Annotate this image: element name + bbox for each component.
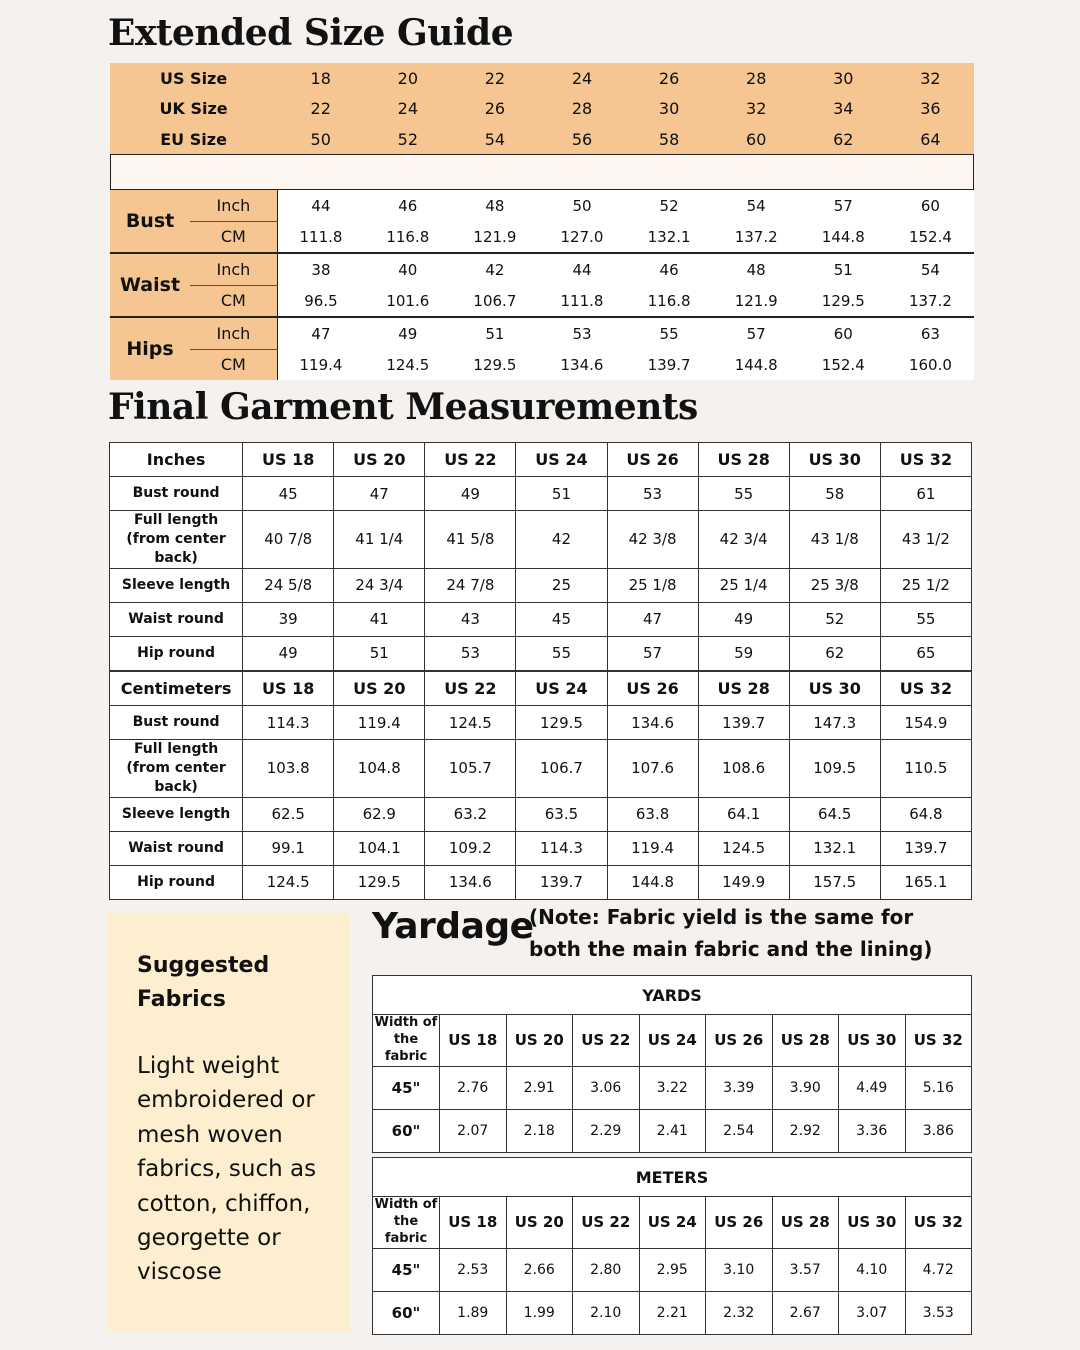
size-column-header: US 20 xyxy=(334,672,425,706)
measure-group-label: Hips xyxy=(110,317,190,380)
measurement-value: 42 3/8 xyxy=(607,511,698,569)
measurement-value: 110.5 xyxy=(880,740,971,798)
yardage-row xyxy=(373,1291,972,1334)
yardage-value: 2.76 xyxy=(440,1066,507,1109)
measurement-value: 61 xyxy=(880,477,971,511)
measurement-value: 63.8 xyxy=(607,797,698,831)
measurement-label: Sleeve length xyxy=(110,797,243,831)
measure-value: 54 xyxy=(713,190,800,221)
size-column-header: US 26 xyxy=(607,672,698,706)
measurement-value: 129.5 xyxy=(334,865,425,899)
garment-row xyxy=(110,511,972,569)
measurement-value: 132.1 xyxy=(789,831,880,865)
yardage-caption: METERS xyxy=(373,1158,972,1197)
eu-size-value: 58 xyxy=(658,129,680,149)
measurement-value: 63.2 xyxy=(425,797,516,831)
size-column-header: US 20 xyxy=(506,1015,573,1067)
measurement-value: 55 xyxy=(880,602,971,636)
size-column-header: US 18 xyxy=(440,1197,507,1249)
measurement-label: Waist round xyxy=(110,831,243,865)
unit-label-cm: CM xyxy=(190,285,277,317)
yardage-value: 2.29 xyxy=(573,1109,640,1152)
garment-centimeters-table xyxy=(109,671,972,900)
yardage-value: 2.92 xyxy=(772,1109,839,1152)
measurement-value: 47 xyxy=(334,477,425,511)
measure-value: 63 xyxy=(887,317,974,349)
size-header-table xyxy=(110,63,974,155)
measure-value: 132.1 xyxy=(626,221,713,253)
measurement-value: 49 xyxy=(425,477,516,511)
yardage-value: 3.53 xyxy=(905,1291,972,1334)
yardage-row xyxy=(373,1109,972,1152)
size-column-header: US 24 xyxy=(639,1015,706,1067)
yardage-value: 3.22 xyxy=(639,1066,706,1109)
uk-size-value: 36 xyxy=(920,99,941,119)
measure-value: 127.0 xyxy=(538,221,625,253)
eu-size-value: 54 xyxy=(484,129,506,149)
measurement-value: 106.7 xyxy=(516,740,607,798)
measure-value: 152.4 xyxy=(800,349,887,380)
measurement-value: 55 xyxy=(698,477,789,511)
measurement-value: 134.6 xyxy=(425,865,516,899)
yardage-value: 1.99 xyxy=(506,1291,573,1334)
measurement-value: 51 xyxy=(334,636,425,670)
measurement-value: 99.1 xyxy=(243,831,334,865)
measurement-value: 109.2 xyxy=(425,831,516,865)
measure-value: 49 xyxy=(364,317,451,349)
measurement-label: Full length (from center back) xyxy=(110,511,243,569)
unit-label-inch: Inch xyxy=(190,190,277,221)
size-column-header: US 32 xyxy=(880,672,971,706)
unit-label-cm: CM xyxy=(190,221,277,253)
measurement-value: 64.1 xyxy=(698,797,789,831)
measurement-value: 40 7/8 xyxy=(243,511,334,569)
yardage-row xyxy=(373,1066,972,1109)
yardage-header-row xyxy=(373,1015,972,1067)
measure-value: 96.5 xyxy=(277,285,364,317)
measurement-value: 134.6 xyxy=(607,706,698,740)
yardage-value: 2.66 xyxy=(506,1248,573,1291)
yardage-title: Yardage xyxy=(372,906,534,947)
uk-size-value: 22 xyxy=(310,99,331,119)
uk-size-row xyxy=(110,94,974,125)
unit-header: Inches xyxy=(110,443,243,477)
garment-row xyxy=(110,636,972,670)
garment-inches-table xyxy=(109,442,972,671)
measure-value: 137.2 xyxy=(713,221,800,253)
uk-size-value: 30 xyxy=(658,99,680,119)
measure-group-label: Bust xyxy=(110,190,190,253)
garment-header-row xyxy=(110,672,972,706)
measurement-value: 62 xyxy=(789,636,880,670)
yardage-value: 3.36 xyxy=(839,1109,906,1152)
eu-size-value: 50 xyxy=(310,129,331,149)
measurement-value: 104.8 xyxy=(334,740,425,798)
measurement-label: Full length (from center back) xyxy=(110,740,243,798)
measure-value: 52 xyxy=(626,190,713,221)
measurement-value: 55 xyxy=(516,636,607,670)
size-column-header: US 26 xyxy=(706,1197,773,1249)
size-column-header: US 32 xyxy=(880,443,971,477)
measurement-value: 45 xyxy=(516,602,607,636)
garment-row xyxy=(110,602,972,636)
size-column-header: US 22 xyxy=(425,672,516,706)
measurement-value: 154.9 xyxy=(880,706,971,740)
us-size-value: 26 xyxy=(658,68,680,88)
measurement-value: 41 xyxy=(334,602,425,636)
measure-value: 51 xyxy=(800,253,887,285)
yardage-meters-table xyxy=(372,1157,972,1335)
measurement-value: 25 1/4 xyxy=(698,568,789,602)
uk-size-value: 32 xyxy=(746,99,767,119)
width-of-fabric-label: Width of the fabric xyxy=(373,1015,440,1067)
suggested-fabrics-title: Suggested Fabrics xyxy=(137,953,270,1012)
measurement-value: 144.8 xyxy=(607,865,698,899)
measure-value: 55 xyxy=(626,317,713,349)
measurement-value: 104.1 xyxy=(334,831,425,865)
measure-row-inch xyxy=(110,317,974,349)
fabric-width-label: 60" xyxy=(373,1109,440,1152)
measurement-value: 165.1 xyxy=(880,865,971,899)
measure-value: 129.5 xyxy=(800,285,887,317)
measure-value: 42 xyxy=(451,253,538,285)
uk-size-value: 24 xyxy=(397,99,418,119)
size-guide-title: Extended Size Guide xyxy=(108,12,514,54)
measure-value: 48 xyxy=(713,253,800,285)
yardage-header-row xyxy=(373,1197,972,1249)
yardage-value: 3.07 xyxy=(839,1291,906,1334)
measure-value: 46 xyxy=(364,190,451,221)
measurement-value: 24 7/8 xyxy=(425,568,516,602)
measurement-label: Bust round xyxy=(110,706,243,740)
measurement-value: 57 xyxy=(607,636,698,670)
size-column-header: US 24 xyxy=(516,672,607,706)
size-column-header: US 30 xyxy=(839,1015,906,1067)
unit-label-inch: Inch xyxy=(190,253,277,285)
suggested-fabrics-text: Light weight embroidered or mesh woven fabrics, such as cotton, chiffon, georgette or viscose xyxy=(137,1053,317,1286)
measurement-label: Hip round xyxy=(110,865,243,899)
fabric-width-label: 45" xyxy=(373,1066,440,1109)
measure-value: 48 xyxy=(451,190,538,221)
measurement-label: Hip round xyxy=(110,636,243,670)
measure-group-label: Waist xyxy=(110,253,190,317)
yardage-value: 3.86 xyxy=(905,1109,972,1152)
yardage-value: 3.57 xyxy=(772,1248,839,1291)
yardage-value: 2.91 xyxy=(506,1066,573,1109)
measurement-value: 51 xyxy=(516,477,607,511)
yardage-yards-table xyxy=(372,975,972,1153)
measure-value: 101.6 xyxy=(364,285,451,317)
measurement-value: 53 xyxy=(425,636,516,670)
measurement-value: 25 3/8 xyxy=(789,568,880,602)
us-size-value: 30 xyxy=(833,68,854,88)
yardage-value: 2.21 xyxy=(639,1291,706,1334)
garment-title: Final Garment Measurements xyxy=(108,386,698,428)
garment-header-row xyxy=(110,443,972,477)
measure-row-cm xyxy=(110,349,974,380)
us-size-value: 24 xyxy=(571,68,593,88)
size-column-header: US 30 xyxy=(789,672,880,706)
measurement-value: 62.5 xyxy=(243,797,334,831)
measurement-value: 139.7 xyxy=(698,706,789,740)
measurement-value: 114.3 xyxy=(516,831,607,865)
measurement-value: 129.5 xyxy=(516,706,607,740)
size-column-header: US 20 xyxy=(506,1197,573,1249)
uk-size-value: 34 xyxy=(833,99,854,119)
yardage-value: 5.16 xyxy=(905,1066,972,1109)
measurement-value: 114.3 xyxy=(243,706,334,740)
measure-value: 57 xyxy=(800,190,887,221)
us-size-row xyxy=(110,63,974,94)
measurement-value: 24 3/4 xyxy=(334,568,425,602)
measure-value: 46 xyxy=(626,253,713,285)
size-guide-spacer xyxy=(110,154,974,190)
measurement-value: 157.5 xyxy=(789,865,880,899)
measure-value: 160.0 xyxy=(887,349,974,380)
width-of-fabric-label: Width of the fabric xyxy=(373,1197,440,1249)
measure-value: 50 xyxy=(538,190,625,221)
measurement-value: 52 xyxy=(789,602,880,636)
measurement-value: 119.4 xyxy=(607,831,698,865)
measure-value: 139.7 xyxy=(626,349,713,380)
measure-value: 38 xyxy=(277,253,364,285)
measurement-value: 124.5 xyxy=(425,706,516,740)
yardage-value: 2.54 xyxy=(706,1109,773,1152)
measurement-value: 124.5 xyxy=(243,865,334,899)
measurement-value: 149.9 xyxy=(698,865,789,899)
eu-size-value: 60 xyxy=(746,129,767,149)
measure-value: 111.8 xyxy=(538,285,625,317)
yardage-value: 2.32 xyxy=(706,1291,773,1334)
measure-value: 60 xyxy=(887,190,974,221)
us-size-value: 18 xyxy=(310,68,331,88)
measurement-value: 49 xyxy=(243,636,334,670)
garment-row xyxy=(110,797,972,831)
measure-row-cm xyxy=(110,285,974,317)
measurement-value: 43 1/8 xyxy=(789,511,880,569)
measure-value: 53 xyxy=(538,317,625,349)
measure-value: 116.8 xyxy=(364,221,451,253)
uk-size-value: 26 xyxy=(484,99,506,119)
measurement-value: 41 5/8 xyxy=(425,511,516,569)
measure-value: 54 xyxy=(887,253,974,285)
measure-value: 57 xyxy=(713,317,800,349)
measure-value: 51 xyxy=(451,317,538,349)
garment-row xyxy=(110,865,972,899)
measurement-value: 47 xyxy=(607,602,698,636)
yardage-value: 2.80 xyxy=(573,1248,640,1291)
yardage-row xyxy=(373,1248,972,1291)
measurement-value: 42 3/4 xyxy=(698,511,789,569)
yardage-value: 4.10 xyxy=(839,1248,906,1291)
measurement-value: 43 xyxy=(425,602,516,636)
measure-value: 121.9 xyxy=(713,285,800,317)
measurement-value: 103.8 xyxy=(243,740,334,798)
measurement-value: 25 1/2 xyxy=(880,568,971,602)
unit-label-inch: Inch xyxy=(190,317,277,349)
measurement-value: 109.5 xyxy=(789,740,880,798)
measurement-value: 53 xyxy=(607,477,698,511)
yardage-value: 2.41 xyxy=(639,1109,706,1152)
measure-value: 47 xyxy=(277,317,364,349)
us-size-value: 20 xyxy=(397,68,418,88)
measure-value: 40 xyxy=(364,253,451,285)
measure-value: 44 xyxy=(538,253,625,285)
measurement-value: 59 xyxy=(698,636,789,670)
size-column-header: US 28 xyxy=(698,672,789,706)
measure-value: 116.8 xyxy=(626,285,713,317)
measurement-value: 24 5/8 xyxy=(243,568,334,602)
measure-row-inch xyxy=(110,253,974,285)
size-column-header: US 28 xyxy=(772,1197,839,1249)
measurement-value: 41 1/4 xyxy=(334,511,425,569)
size-column-header: US 28 xyxy=(772,1015,839,1067)
uk-size-label: UK Size xyxy=(159,99,228,119)
measurement-value: 25 xyxy=(516,568,607,602)
size-column-header: US 30 xyxy=(789,443,880,477)
measurement-value: 64.8 xyxy=(880,797,971,831)
us-size-value: 22 xyxy=(484,68,506,88)
yardage-value: 3.90 xyxy=(772,1066,839,1109)
unit-label-cm: CM xyxy=(190,349,277,380)
eu-size-label: EU Size xyxy=(160,129,227,149)
size-column-header: US 18 xyxy=(243,672,334,706)
measurement-value: 64.5 xyxy=(789,797,880,831)
measure-value: 137.2 xyxy=(887,285,974,317)
yardage-value: 2.67 xyxy=(772,1291,839,1334)
measurement-value: 124.5 xyxy=(698,831,789,865)
size-column-header: US 26 xyxy=(706,1015,773,1067)
measure-value: 134.6 xyxy=(538,349,625,380)
measurement-value: 45 xyxy=(243,477,334,511)
size-column-header: US 20 xyxy=(334,443,425,477)
measure-value: 152.4 xyxy=(887,221,974,253)
measurement-value: 139.7 xyxy=(516,865,607,899)
unit-header: Centimeters xyxy=(110,672,243,706)
yardage-caption-row xyxy=(373,1158,972,1197)
measurement-label: Sleeve length xyxy=(110,568,243,602)
garment-row xyxy=(110,831,972,865)
measure-value: 144.8 xyxy=(800,221,887,253)
eu-size-value: 62 xyxy=(833,129,854,149)
measure-value: 129.5 xyxy=(451,349,538,380)
size-column-header: US 22 xyxy=(425,443,516,477)
measurement-value: 107.6 xyxy=(607,740,698,798)
eu-size-value: 52 xyxy=(397,129,418,149)
measure-value: 121.9 xyxy=(451,221,538,253)
yardage-value: 1.89 xyxy=(440,1291,507,1334)
body-measurements-table xyxy=(110,190,974,380)
garment-row xyxy=(110,477,972,511)
measure-value: 60 xyxy=(800,317,887,349)
measurement-value: 105.7 xyxy=(425,740,516,798)
size-column-header: US 26 xyxy=(607,443,698,477)
measurement-label: Bust round xyxy=(110,477,243,511)
yardage-value: 3.39 xyxy=(706,1066,773,1109)
size-column-header: US 18 xyxy=(243,443,334,477)
measure-value: 106.7 xyxy=(451,285,538,317)
yardage-note: (Note: Fabric yield is the same for both the main fabric and the lining) xyxy=(529,905,933,961)
measurement-value: 63.5 xyxy=(516,797,607,831)
us-size-value: 32 xyxy=(920,68,941,88)
measurement-value: 65 xyxy=(880,636,971,670)
measurement-value: 62.9 xyxy=(334,797,425,831)
measurement-value: 58 xyxy=(789,477,880,511)
size-column-header: US 28 xyxy=(698,443,789,477)
yardage-caption: YARDS xyxy=(373,976,972,1015)
yardage-value: 3.10 xyxy=(706,1248,773,1291)
size-column-header: US 24 xyxy=(639,1197,706,1249)
garment-row xyxy=(110,568,972,602)
size-column-header: US 30 xyxy=(839,1197,906,1249)
garment-row xyxy=(110,706,972,740)
measurement-value: 119.4 xyxy=(334,706,425,740)
measure-value: 44 xyxy=(277,190,364,221)
measure-value: 144.8 xyxy=(713,349,800,380)
yardage-value: 2.10 xyxy=(573,1291,640,1334)
measurement-value: 139.7 xyxy=(880,831,971,865)
yardage-value: 4.49 xyxy=(839,1066,906,1109)
us-size-value: 28 xyxy=(746,68,767,88)
eu-size-row xyxy=(110,124,974,155)
yardage-value: 2.95 xyxy=(639,1248,706,1291)
size-column-header: US 32 xyxy=(905,1197,972,1249)
size-column-header: US 18 xyxy=(440,1015,507,1067)
measurement-value: 108.6 xyxy=(698,740,789,798)
measurement-value: 147.3 xyxy=(789,706,880,740)
yardage-value: 2.18 xyxy=(506,1109,573,1152)
eu-size-value: 64 xyxy=(920,129,941,149)
measure-value: 124.5 xyxy=(364,349,451,380)
size-column-header: US 32 xyxy=(905,1015,972,1067)
us-size-label: US Size xyxy=(159,68,228,88)
measure-value: 111.8 xyxy=(277,221,364,253)
fabric-width-label: 60" xyxy=(373,1291,440,1334)
fabric-width-label: 45" xyxy=(373,1248,440,1291)
yardage-value: 3.06 xyxy=(573,1066,640,1109)
yardage-caption-row xyxy=(373,976,972,1015)
measure-row-cm xyxy=(110,221,974,253)
measurement-value: 49 xyxy=(698,602,789,636)
yardage-value: 2.53 xyxy=(440,1248,507,1291)
size-column-header: US 24 xyxy=(516,443,607,477)
measurement-value: 39 xyxy=(243,602,334,636)
measurement-label: Waist round xyxy=(110,602,243,636)
measurement-value: 42 xyxy=(516,511,607,569)
measurement-value: 25 1/8 xyxy=(607,568,698,602)
eu-size-value: 56 xyxy=(571,129,593,149)
measure-value: 119.4 xyxy=(277,349,364,380)
size-column-header: US 22 xyxy=(573,1015,640,1067)
yardage-value: 2.07 xyxy=(440,1109,507,1152)
uk-size-value: 28 xyxy=(571,99,593,119)
yardage-value: 4.72 xyxy=(905,1248,972,1291)
measure-row-inch xyxy=(110,190,974,221)
measurement-value: 43 1/2 xyxy=(880,511,971,569)
garment-row xyxy=(110,740,972,798)
size-column-header: US 22 xyxy=(573,1197,640,1249)
